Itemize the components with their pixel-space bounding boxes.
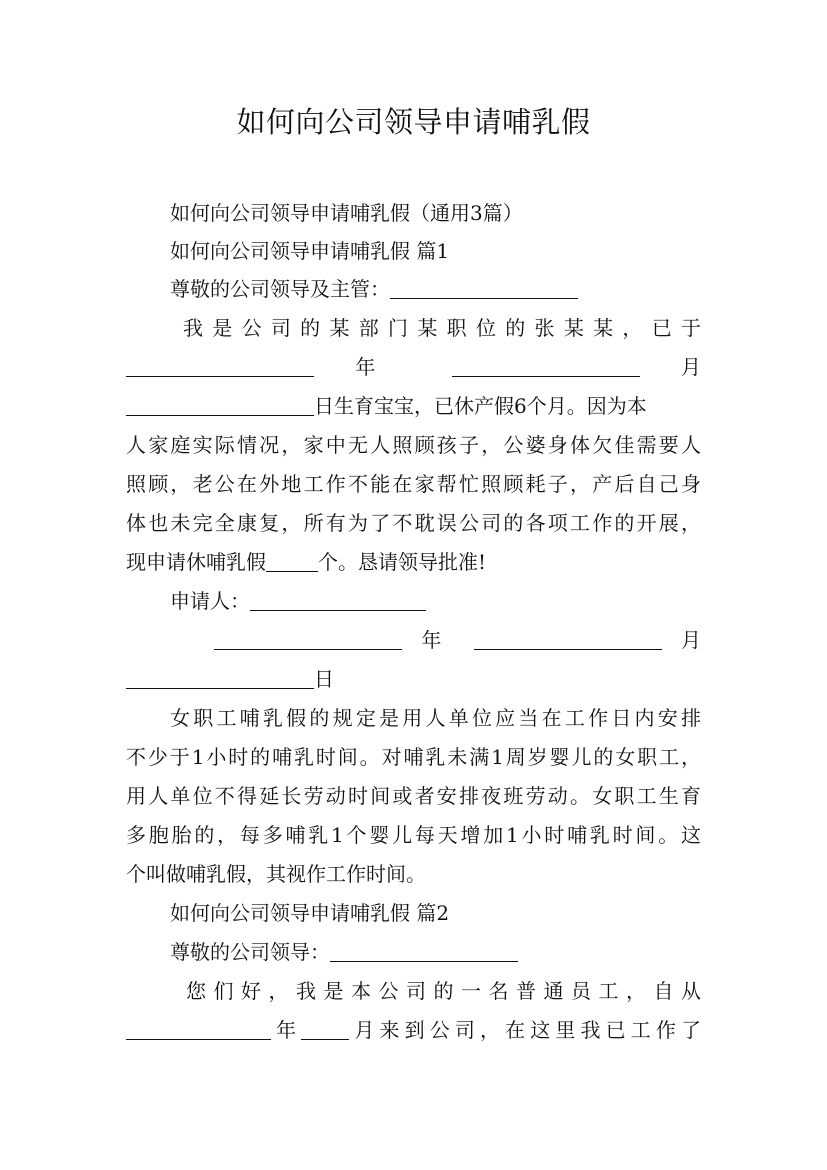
doc-line [126, 1013, 701, 1047]
doc-text: 日生育宝宝，已休产假6个月。因为本 [314, 394, 647, 418]
fill-blank [214, 627, 402, 650]
doc-line [126, 389, 701, 423]
doc-line: 女职工哺乳假的规定是用人单位应当在工作日内安排 [170, 706, 701, 730]
fill-blank [474, 627, 662, 650]
doc-text: 日 [314, 667, 334, 691]
doc-line: 多胞胎的，每多哺乳1个婴儿每天增加1小时哺乳时间。这 [126, 823, 701, 847]
fill-blank [126, 1017, 271, 1040]
doc-text: 月 [681, 628, 702, 652]
doc-line: 我是公司的某部门某职位的张某某，已于 [183, 316, 701, 340]
fill-blank [126, 393, 314, 416]
doc-text: 月来到公司，在这里我已工作了 [349, 1018, 701, 1042]
doc-line: 如何向公司领导申请哺乳假 篇2 [170, 901, 450, 925]
doc-line: 个叫做哺乳假，其视作工作时间。 [126, 862, 426, 886]
doc-line [170, 935, 701, 969]
doc-text: 现申请休哺乳假 [126, 550, 266, 574]
document-title: 如何向公司领导申请哺乳假 [236, 105, 591, 139]
fill-blank [301, 1017, 349, 1040]
doc-line [126, 350, 701, 384]
fill-blank [330, 939, 518, 962]
doc-line: 体也未完全康复，所有为了不耽误公司的各项工作的开展， [126, 511, 701, 535]
doc-line [214, 623, 701, 657]
doc-line [126, 662, 701, 696]
fill-blank [390, 276, 578, 299]
doc-text: 年 [271, 1018, 302, 1042]
doc-text: 月 [681, 355, 702, 379]
doc-text: 尊敬的公司领导： [170, 940, 330, 964]
doc-text: 年 [355, 355, 411, 379]
fill-blank [452, 354, 640, 377]
fill-blank [250, 588, 426, 611]
doc-line: 您们好，我是本公司的一名普通员工，自从 [186, 979, 701, 1003]
doc-line: 人家庭实际情况，家中无人照顾孩子，公婆身体欠佳需要人 [126, 433, 701, 457]
fill-blank [266, 549, 318, 572]
doc-text: 年 [421, 628, 455, 652]
fill-blank [126, 666, 314, 689]
doc-line: 如何向公司领导申请哺乳假（通用3篇） [170, 201, 523, 225]
doc-line: 照顾，老公在外地工作不能在家帮忙照顾耗子，产后自己身 [126, 472, 701, 496]
doc-line [170, 272, 701, 306]
doc-text: 个。恳请领导批准! [318, 550, 487, 574]
doc-line [170, 584, 701, 618]
doc-text: 申请人： [170, 589, 250, 613]
doc-text: 尊敬的公司领导及主管： [170, 277, 390, 301]
doc-line: 用人单位不得延长劳动时间或者安排夜班劳动。女职工生育 [126, 784, 701, 808]
doc-line [126, 545, 701, 579]
doc-line: 不少于1小时的哺乳时间。对哺乳未满1周岁婴儿的女职工， [126, 745, 701, 769]
doc-line: 如何向公司领导申请哺乳假 篇1 [170, 239, 450, 263]
fill-blank [126, 354, 314, 377]
